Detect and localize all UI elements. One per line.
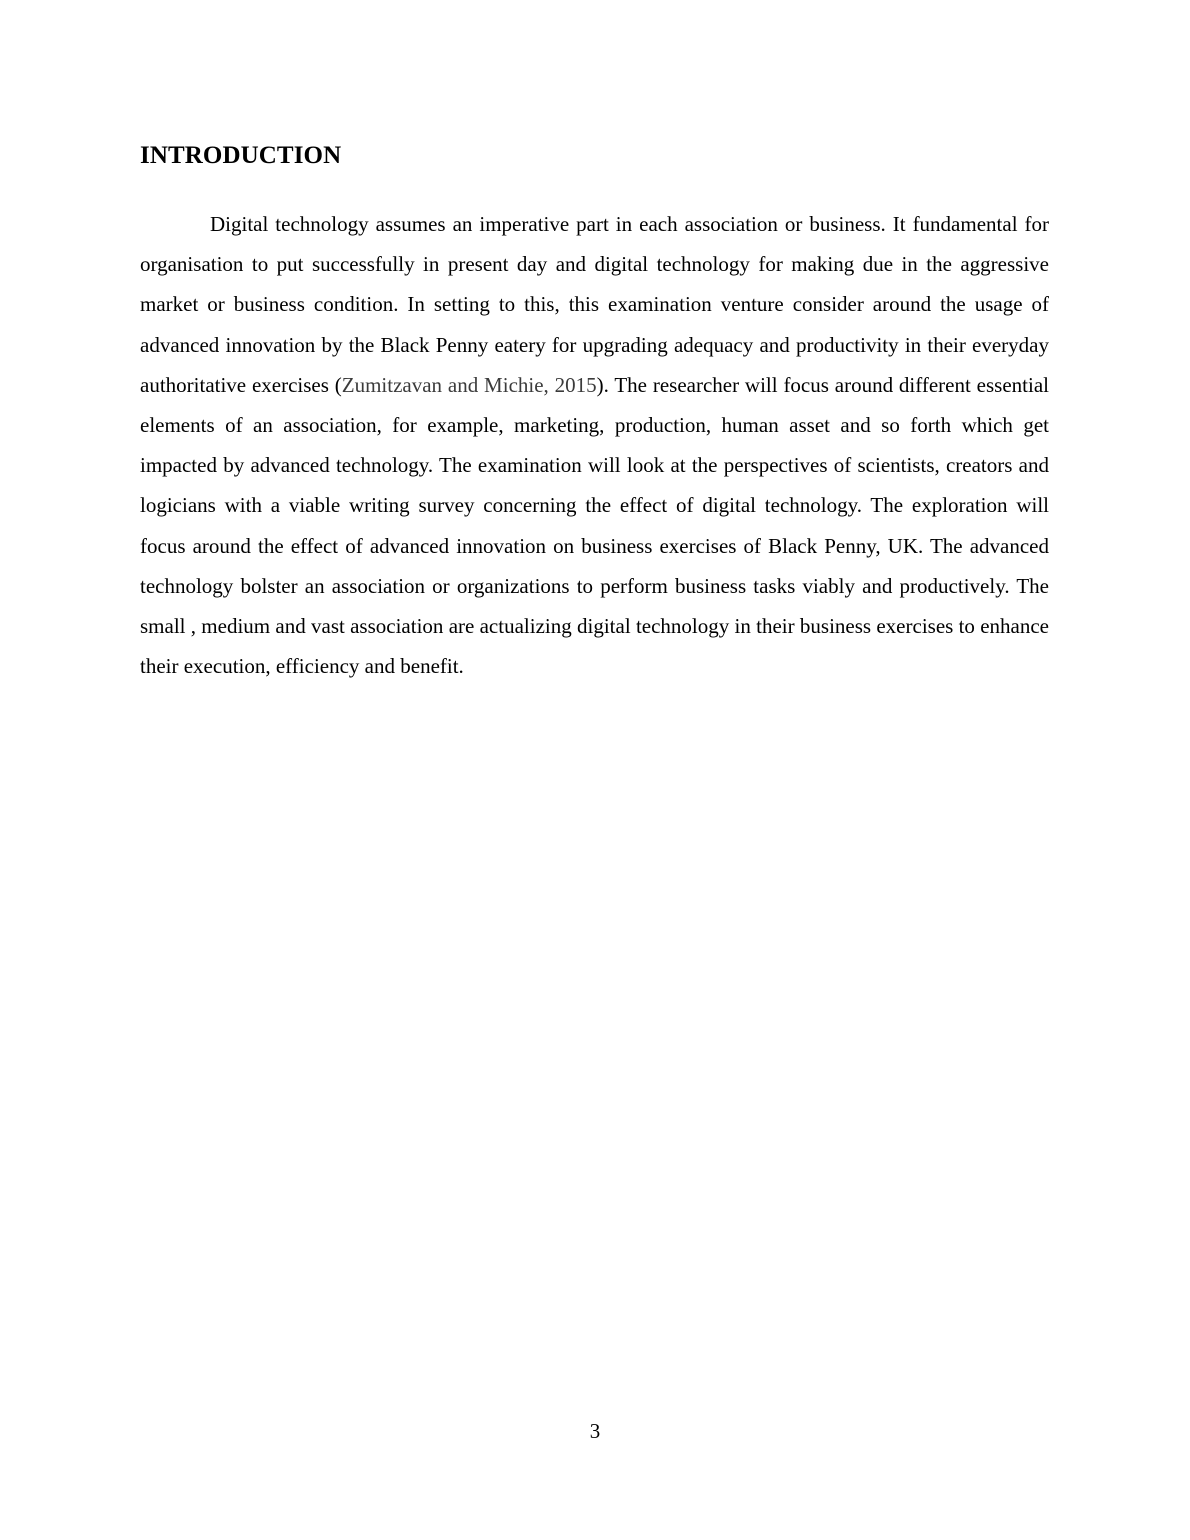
introduction-paragraph [140, 204, 1049, 686]
paragraph-text-part2: ). The researcher will focus around different essential elements of an association, for example, marketing, production, human asset and so forth which get impacted by advanced technology. The examination will look at the perspectives of scientists, creators and logicians with a viable writing survey concerning the effect of digital technology. The exploration will focus around the effect of advanced innovation on business exercises of Black Penny, UK. The advanced technology bolster an association or organizations to perform business tasks viably and productively. The small , medium and vast association are actualizing digital technology in their business exercises to enhance their execution, efficiency and benefit. [140, 372, 1049, 679]
paragraph-text-part1: Digital technology assumes an imperative part in each association or business. It fundamental for organisation to put successfully in present day and digital technology for making due in the aggressive market or business condition. In setting to this, this examination venture consider around the usage of advanced innovation by the Black Penny eatery for upgrading adequacy and productivity in their everyday authoritative exercises ( [140, 212, 1049, 397]
page-number: 3 [589, 1419, 601, 1443]
section-heading: INTRODUCTION [140, 142, 342, 169]
citation-reference: Zumitzavan and Michie, 2015 [341, 372, 597, 397]
